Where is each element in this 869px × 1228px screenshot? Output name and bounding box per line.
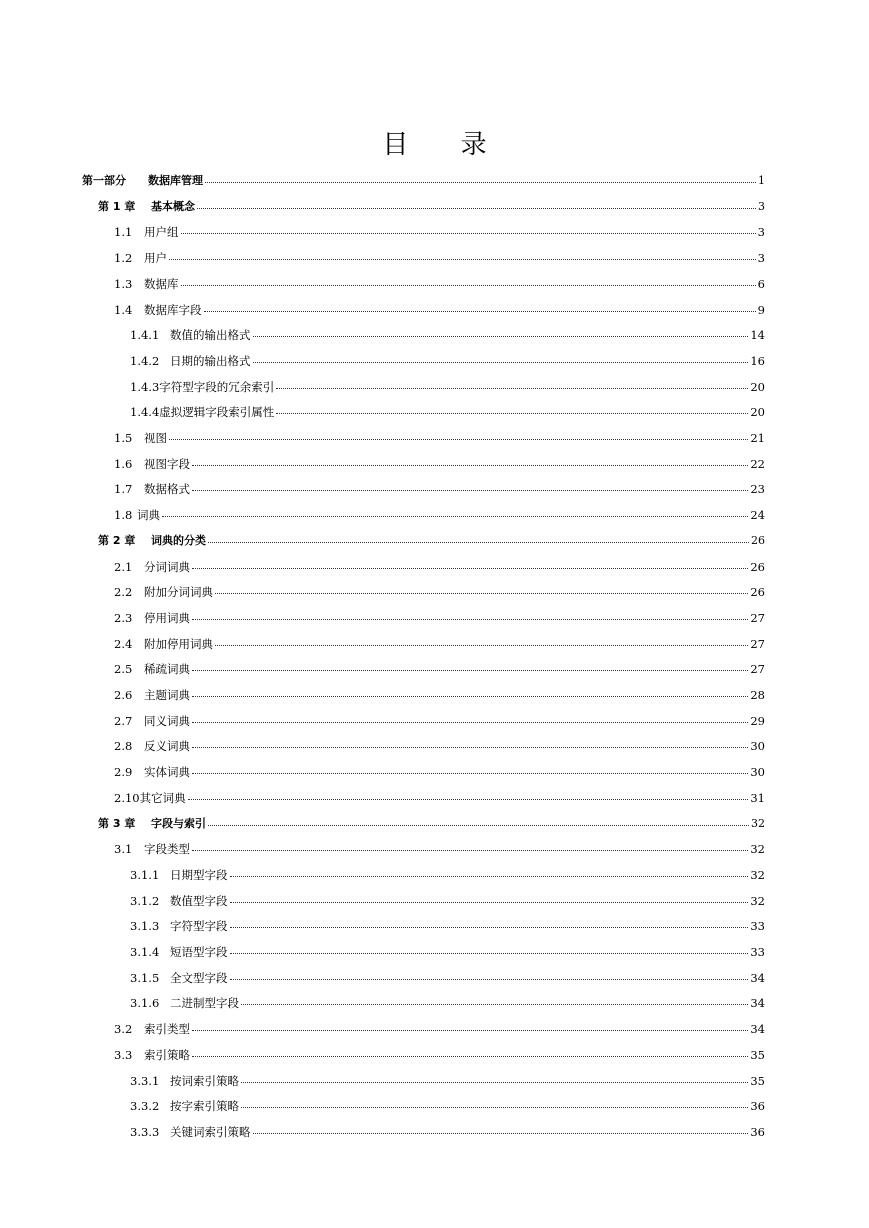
toc-entry[interactable]: [98, 816, 765, 832]
toc-entry-number: 1.8: [114, 508, 133, 523]
toc-entry[interactable]: [130, 918, 765, 934]
toc-entry-number: 第一部分: [82, 174, 126, 187]
toc-dot-leader: [230, 875, 749, 877]
toc-entry[interactable]: [130, 995, 765, 1011]
toc-entry-number: 3.3: [114, 1047, 133, 1062]
toc-dot-leader: [253, 361, 749, 363]
toc-entry-page: 34: [750, 970, 765, 985]
toc-entry[interactable]: [130, 867, 765, 883]
toc-dot-leader: [241, 1081, 748, 1083]
toc-dot-leader: [205, 181, 756, 183]
toc-entry-number: 第 2 章: [98, 533, 136, 547]
toc-entry-page: 33: [750, 945, 765, 959]
toc-entry[interactable]: [114, 250, 765, 266]
toc-entry-number: 2.10: [114, 790, 140, 805]
page-title: 目 录: [382, 130, 509, 160]
toc-dot-leader: [197, 207, 756, 209]
toc-dot-leader: [181, 232, 756, 234]
toc-entry[interactable]: [130, 1073, 765, 1089]
toc-dot-leader: [253, 1132, 749, 1134]
toc-entry-label: 附加分词词典: [144, 585, 213, 600]
toc-dot-leader: [215, 644, 748, 646]
toc-entry-label: 稀疏词典: [144, 662, 190, 677]
toc-entry-page: 32: [750, 842, 765, 857]
toc-dot-leader: [230, 952, 749, 954]
toc-entry-number: 1.4.2: [130, 353, 160, 368]
toc-entry-page: 31: [750, 790, 765, 805]
toc-entry-number: 1.1: [114, 225, 133, 240]
toc-entry-page: 32: [751, 816, 765, 830]
toc-entry-label: 索引策略: [144, 1047, 190, 1062]
toc-entry-page: 22: [750, 456, 765, 471]
toc-dot-leader: [192, 1029, 748, 1031]
toc-entry[interactable]: [98, 199, 765, 215]
toc-entry-page: 35: [750, 1073, 765, 1088]
toc-entry-page: 34: [750, 996, 765, 1011]
toc-entry-number: 2.6: [114, 688, 133, 702]
toc-entry-number: 3.1.4: [130, 945, 160, 959]
toc-entry-page: 36: [750, 1099, 765, 1114]
toc-entry[interactable]: [114, 507, 765, 523]
toc-entry-label: 字符型字段的冗余索引: [159, 379, 275, 394]
toc-entry-number: 3.1: [114, 842, 133, 857]
toc-entry-label: 数值的输出格式: [170, 328, 251, 343]
toc-entry-page: 36: [750, 1124, 765, 1139]
toc-dot-leader: [188, 798, 749, 800]
toc-dot-leader: [215, 592, 748, 594]
toc-dot-leader: [181, 284, 756, 286]
toc-entry-number: 1.4.4: [130, 405, 160, 420]
toc-entry-page: 20: [750, 405, 765, 420]
toc-entry-label: 实体词典: [144, 765, 190, 780]
toc-dot-leader: [204, 310, 756, 312]
toc-entry-label: 数据库管理: [148, 174, 203, 187]
toc-entry[interactable]: [114, 584, 765, 600]
toc-entry-number: 2.4: [114, 636, 133, 651]
toc-entry-number: 3.3.1: [130, 1073, 160, 1088]
toc-entry-label: 基本概念: [151, 199, 195, 213]
toc-entry[interactable]: [98, 533, 765, 549]
toc-entry-number: 3.2: [114, 1022, 133, 1037]
toc-entry-number: 1.7: [114, 482, 133, 497]
toc-entry[interactable]: [130, 1098, 765, 1114]
toc-entry-number: 3.1.6: [130, 996, 160, 1011]
toc-entry-page: 30: [750, 739, 765, 754]
toc-dot-leader: [192, 721, 748, 723]
toc-entry-number: 2.1: [114, 559, 133, 574]
toc-entry-label: 其它词典: [139, 790, 186, 805]
toc-dot-leader: [192, 618, 748, 620]
toc-entry-label: 用户组: [144, 225, 179, 240]
toc-entry-page: 32: [750, 867, 765, 882]
toc-entry-label: 数据库: [144, 276, 179, 291]
toc-entry-label: 日期的输出格式: [170, 353, 251, 368]
toc-entry-label: 反义词典: [144, 739, 190, 754]
toc-entry-page: 29: [750, 713, 765, 728]
toc-entry[interactable]: [114, 713, 765, 729]
toc-entry-label: 数值型字段: [170, 893, 228, 908]
toc-dot-leader: [253, 335, 749, 337]
toc-entry[interactable]: [114, 302, 765, 318]
toc-entry-label: 关键词索引策略: [170, 1124, 251, 1139]
toc-entry[interactable]: [114, 276, 765, 292]
toc-entry-label: 虚拟逻辑字段索引属性: [159, 405, 275, 420]
toc-entry-label: 按字索引策略: [170, 1099, 239, 1114]
toc-entry-number: 2.5: [114, 662, 133, 677]
toc-entry[interactable]: [114, 661, 765, 677]
toc-entry-page: 32: [750, 893, 765, 908]
toc-dot-leader: [276, 387, 748, 389]
toc-dot-leader: [192, 489, 748, 491]
toc-entry-number: 1.5: [114, 431, 133, 445]
toc-entry-page: 34: [750, 1022, 765, 1037]
toc-dot-leader: [230, 926, 749, 928]
toc-entry-label: 索引类型: [144, 1022, 190, 1037]
toc-dot-leader: [208, 541, 749, 543]
toc-dot-leader: [192, 567, 748, 569]
toc-entry[interactable]: [114, 430, 765, 446]
toc-entry-label: 日期型字段: [170, 867, 228, 882]
toc-entry-number: 3.1.2: [130, 893, 160, 908]
toc-entry-label: 词典: [137, 508, 160, 523]
toc-entry-label: 数据库字段: [144, 302, 202, 317]
toc-entry-page: 26: [751, 533, 765, 547]
toc-entry-page: 1: [758, 174, 765, 187]
toc-entry-label: 词典的分类: [151, 533, 206, 547]
toc-entry-label: 二进制型字段: [170, 996, 239, 1011]
toc-entry[interactable]: [114, 764, 765, 780]
toc-entry-number: 3.1.1: [130, 867, 160, 882]
toc-entry[interactable]: [130, 1124, 765, 1140]
toc-entry-page: 26: [750, 559, 765, 574]
toc-dot-leader: [192, 772, 748, 774]
toc-entry-page: 9: [757, 302, 765, 317]
toc-entry-page: 6: [757, 276, 765, 291]
toc-entry-page: 3: [758, 199, 765, 213]
toc-entry-label: 按词索引策略: [170, 1073, 239, 1088]
toc-entry-number: 2.3: [114, 610, 133, 625]
toc-entry-page: 35: [750, 1047, 765, 1062]
toc-entry[interactable]: [114, 559, 765, 575]
toc-entry-label: 字段与索引: [151, 816, 206, 830]
toc-entry[interactable]: [114, 841, 765, 857]
toc-entry[interactable]: [130, 379, 765, 395]
toc-entry-label: 用户: [144, 251, 167, 266]
toc-entry-page: 27: [750, 610, 765, 625]
toc-entry-label: 同义词典: [144, 713, 190, 728]
toc-entry-page: 20: [750, 379, 765, 394]
toc-entry-label: 全文型字段: [170, 970, 228, 985]
toc-entry-number: 1.4.1: [130, 328, 160, 343]
toc-entry-page: 30: [750, 765, 765, 780]
toc-entry-number: 1.4: [114, 302, 133, 317]
toc-entry-page: 3: [757, 251, 765, 266]
toc-entry-number: 2.7: [114, 713, 133, 728]
toc-entry-page: 23: [750, 482, 765, 497]
toc-entry-number: 2.8: [114, 739, 133, 754]
toc-entry[interactable]: [114, 224, 765, 240]
toc-entry[interactable]: [114, 790, 765, 806]
toc-entry-page: 26: [750, 585, 765, 600]
toc-entry-label: 字符型字段: [170, 919, 228, 934]
toc-entry-page: 24: [750, 508, 765, 523]
toc-entry[interactable]: [114, 687, 765, 703]
toc-entry[interactable]: [130, 327, 765, 343]
toc-entry-label: 分词词典: [144, 559, 190, 574]
toc-entry-page: 21: [750, 431, 765, 445]
toc-entry-number: 3.3.3: [130, 1124, 160, 1139]
toc-dot-leader: [276, 412, 748, 414]
toc-entry-page: 27: [750, 636, 765, 651]
toc-entry[interactable]: [130, 893, 765, 909]
toc-entry-number: 3.1.5: [130, 970, 160, 985]
toc-dot-leader: [162, 515, 748, 517]
toc-dot-leader: [169, 258, 756, 260]
toc-entry[interactable]: [114, 610, 765, 626]
toc-dot-leader: [230, 901, 749, 903]
toc-entry-label: 字段类型: [144, 842, 190, 857]
toc-entry-page: 28: [750, 688, 765, 702]
toc-entry-number: 3.3.2: [130, 1099, 160, 1114]
toc-entry-label: 数据格式: [144, 482, 190, 497]
toc-dot-leader: [192, 746, 748, 748]
toc-entry[interactable]: [82, 173, 765, 189]
toc-entry-page: 14: [750, 328, 765, 343]
toc-entry[interactable]: [114, 1021, 765, 1037]
toc-entry-page: 3: [757, 225, 765, 240]
toc-entry[interactable]: [114, 636, 765, 652]
toc-entry[interactable]: [114, 1047, 765, 1063]
toc-entry[interactable]: [130, 404, 765, 420]
toc-entry-number: 3.1.3: [130, 919, 160, 934]
toc-entry[interactable]: [114, 738, 765, 754]
toc-dot-leader: [208, 824, 749, 826]
toc-dot-leader: [192, 695, 748, 697]
toc-dot-leader: [230, 978, 749, 980]
toc-entry-label: 视图字段: [144, 456, 190, 471]
toc-dot-leader: [169, 438, 748, 440]
toc-entry-label: 主题词典: [144, 688, 190, 702]
toc-entry-number: 1.6: [114, 456, 133, 471]
toc-entry-page: 33: [750, 919, 765, 934]
toc-entry-number: 第 3 章: [98, 816, 136, 830]
toc-entry-label: 附加停用词典: [144, 636, 213, 651]
toc-dot-leader: [241, 1106, 748, 1108]
toc-entry-number: 2.2: [114, 585, 133, 600]
toc-entry-number: 2.9: [114, 765, 133, 780]
toc-entry-number: 第 1 章: [98, 199, 136, 213]
toc-entry[interactable]: [130, 970, 765, 986]
toc-dot-leader: [192, 1055, 748, 1057]
toc-entry[interactable]: [114, 481, 765, 497]
toc-entry-number: 1.3: [114, 276, 133, 291]
toc-entry[interactable]: [114, 456, 765, 472]
toc-entry-label: 视图: [144, 431, 167, 445]
toc-entry[interactable]: [130, 944, 765, 960]
toc-entry-label: 停用词典: [144, 610, 190, 625]
toc-entry-number: 1.4.3: [130, 379, 160, 394]
toc-entry-label: 短语型字段: [170, 945, 228, 959]
toc-dot-leader: [192, 849, 748, 851]
toc-entry-page: 16: [750, 353, 765, 368]
toc-entry-number: 1.2: [114, 251, 133, 266]
toc-entry[interactable]: [130, 353, 765, 369]
toc-dot-leader: [241, 1003, 748, 1005]
toc-dot-leader: [192, 464, 748, 466]
toc-entry-page: 27: [750, 662, 765, 677]
toc-dot-leader: [192, 669, 748, 671]
